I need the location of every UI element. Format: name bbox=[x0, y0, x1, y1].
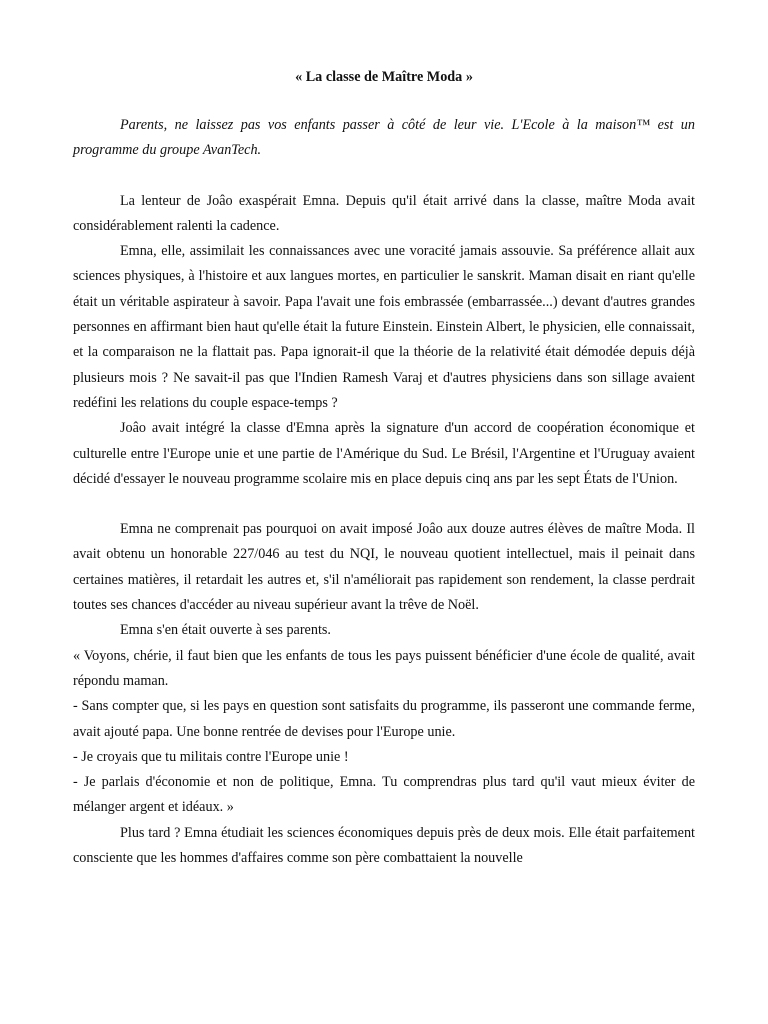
paragraph: Emna ne comprenait pas pourquoi on avait imposé Joâo aux douze autres élèves de maître Moda. Il avait obtenu un honorable 227/046 au test du NQI, le nouveau quotient intellectuel, mais il peinait dans certaines matières, il retardait les autres et, s'il n'améliorait pas rapidement son rendement, la classe perdrait toutes ses chances d'accéder au niveau supérieur avant la trêve de Noël. bbox=[73, 521, 695, 614]
document-body bbox=[73, 66, 695, 871]
paragraph: Emna s'en était ouverte à ses parents. bbox=[120, 622, 331, 639]
paragraph: Joâo avait intégré la classe d'Emna après la signature d'un accord de coopération économique et culturelle entre l'Europe unie et une partie de l'Amérique du Sud. Le Brésil, l'Argentine et l'Uruguay avaient décidé d'essayer le nouveau programme scolaire mis en place depuis cinq ans par les sept États de l'Union. bbox=[73, 420, 695, 487]
paragraph: La lenteur de Joâo exaspérait Emna. Depuis qu'il était arrivé dans la classe, maître Moda avait considérablement ralenti la cadence. bbox=[73, 192, 695, 234]
section-gap bbox=[73, 492, 695, 517]
paragraph: Plus tard ? Emna étudiait les sciences économiques depuis près de deux mois. Elle était parfaitement consciente que les hommes d'affaires comme son père combattaient la nouvelle bbox=[73, 824, 695, 867]
document-title: « La classe de Maître Moda » bbox=[295, 69, 473, 85]
paragraph: Emna, elle, assimilait les connaissances avec une voracité jamais assouvie. Sa préférence allait aux sciences physiques, à l'histoire et aux langues mortes, en particulier le sanskrit. Maman disait en riant qu'elle était un véritable aspirateur à savoir. Papa l'avait une fois embrassée (embarrassée...) devant d'autres grandes personnes en affirmant bien haut qu'elle était la future Einstein. Einstein Albert, le physicien, elle connaissait, et la comparaison ne la flattait pas. Papa ignorait-il que la théorie de la relativité était démodée depuis déjà plusieurs mois ? Ne savait-il pas que l'Indien Ramesh Varaj et d'autres physiciens dans son sillage avaient redéfini les relations du couple espace-temps ? bbox=[73, 243, 695, 411]
intro-paragraph: Parents, ne laissez pas vos enfants passer à côté de leur vie. L'Ecole à la maison™ est un programme du groupe AvanTech. bbox=[73, 117, 695, 159]
dialogue-line: - Je parlais d'économie et non de politique, Emna. Tu comprendras plus tard qu'il vaut mieux éviter de mélanger argent et idéaux. » bbox=[73, 774, 695, 816]
dialogue-line: - Je croyais que tu militais contre l'Europe unie ! bbox=[73, 748, 349, 765]
dialogue-line: « Voyons, chérie, il faut bien que les enfants de tous les pays puissent bénéficier d'une école de qualité, avait répondu maman. bbox=[73, 647, 695, 689]
dialogue-line: - Sans compter que, si les pays en question sont satisfaits du programme, ils passeront une commande ferme, avait ajouté papa. Une bonne rentrée de devises pour l'Europe unie. bbox=[73, 698, 695, 740]
